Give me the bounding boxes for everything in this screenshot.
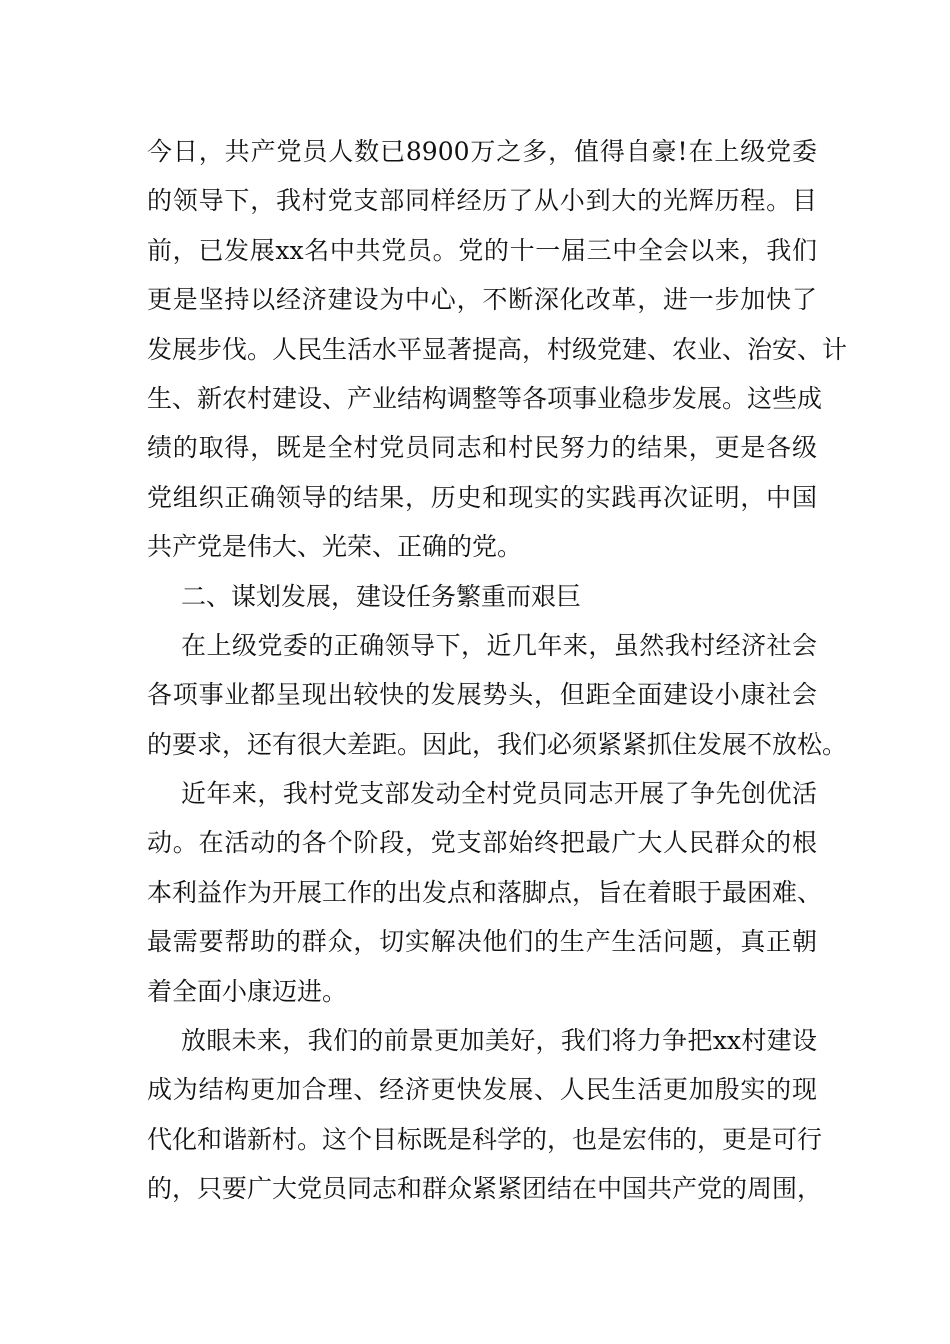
text-line: 在上级党委的正确领导下，近几年来，虽然我村经济社会 [181, 630, 817, 660]
text-line: 最需要帮助的群众，切实解决他们的生产生活问题，真正朝 [147, 927, 817, 957]
text-line: 放眼未来，我们的前景更加美好，我们将力争把xx村建设 [181, 1026, 817, 1056]
body-text [147, 127, 848, 1214]
text-line: 前，已发展xx名中共党员。党的十一届三中全会以来，我们 [147, 235, 817, 265]
text-line: 代化和谐新村。这个目标既是科学的，也是宏伟的，更是可行 [147, 1124, 823, 1154]
text-line: 的，只要广大党员同志和群众紧紧团结在中国共产党的周围， [147, 1174, 823, 1204]
text-line: 本利益作为开展工作的出发点和落脚点，旨在着眼于最困难、 [147, 877, 823, 907]
text-line: 着全面小康迈进。 [147, 976, 348, 1006]
text-line: 绩的取得，既是全村党员同志和村民努力的结果，更是各级 [147, 433, 817, 463]
section-heading: 二、谋划发展，建设任务繁重而艰巨 [181, 581, 582, 611]
text-line: 生、新农村建设、产业结构调整等各项事业稳步发展。这些成 [147, 383, 823, 413]
text-line: 更是坚持以经济建设为中心，不断深化改革，进一步加快了 [147, 285, 817, 315]
text-line: 的要求，还有很大差距。因此，我们必须紧紧抓住发展不放松。 [147, 729, 848, 759]
text-line: 的领导下，我村党支部同样经历了从小到大的光辉历程。目 [147, 186, 817, 216]
text-line: 共产党是伟大、光荣、正确的党。 [147, 532, 523, 562]
text-line: 今日，共产党员人数已8900万之多，值得自豪!在上级党委 [147, 137, 817, 166]
text-line: 近年来，我村党支部发动全村党员同志开展了争先创优活 [181, 779, 817, 809]
text-line: 各项事业都呈现出较快的发展势头，但距全面建设小康社会 [147, 680, 817, 710]
text-line: 发展步伐。人民生活水平显著提高，村级党建、农业、治安、计 [147, 334, 848, 364]
text-line: 动。在活动的各个阶段，党支部始终把最广大人民群众的根 [147, 828, 817, 858]
text-line: 党组织正确领导的结果，历史和现实的实践再次证明，中国 [147, 482, 817, 512]
text-line: 成为结构更加合理、经济更快发展、人民生活更加殷实的现 [147, 1075, 817, 1105]
